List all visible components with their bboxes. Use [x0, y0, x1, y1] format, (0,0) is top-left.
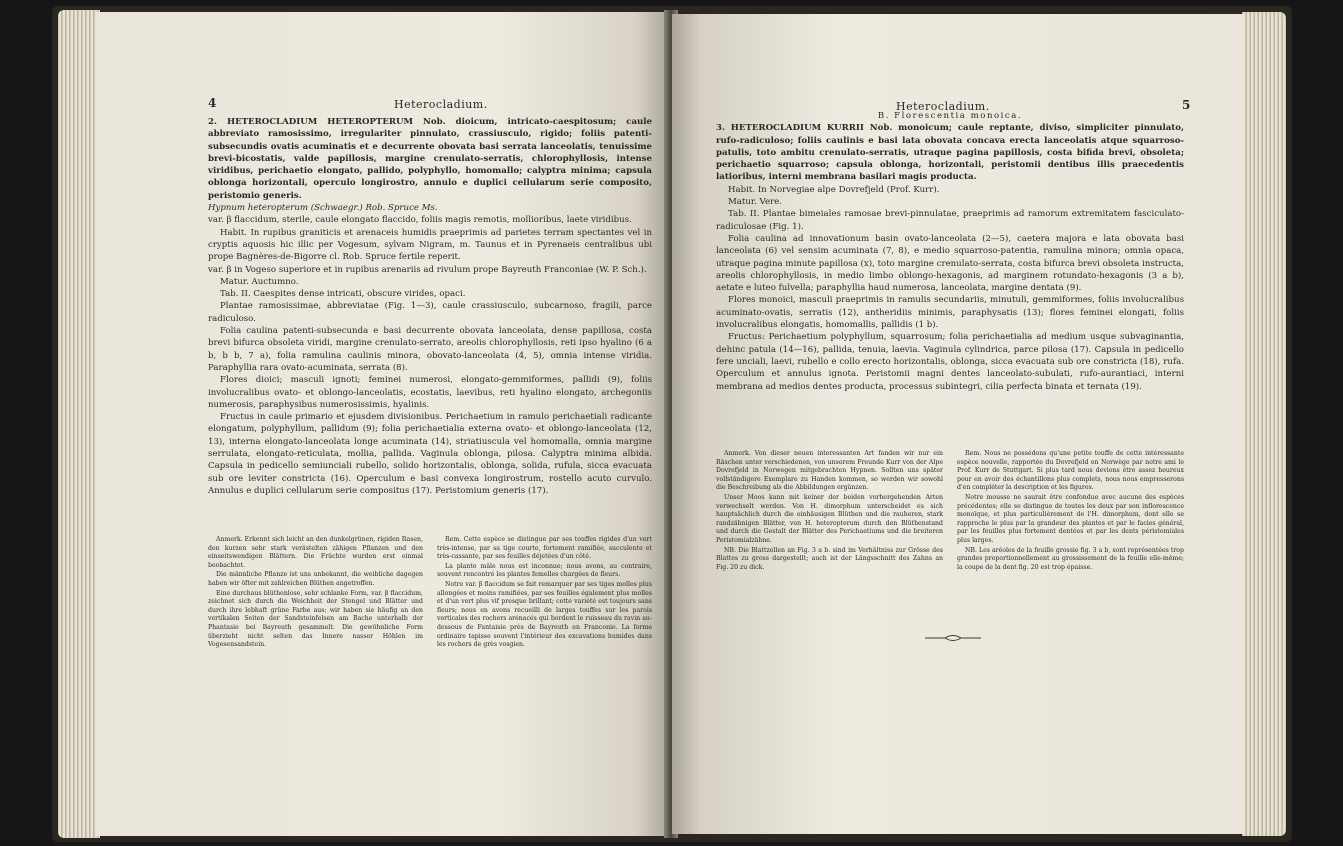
- left-page-edges: [58, 10, 100, 838]
- species-diagnosis-heteropterum: 2. HETEROCLADIUM HETEROPTERUM Nob. dioicum, intricato-caespitosum; caule abbreviato ramosissimo, irregulariter pinnulato, crassiusculo, rigido; foliis patenti-subsecundis ovatis acuminatis et e decurrente obovata basi serrata lanceolatis, tenuissime brevi-bicostatis, valde papillosis, margine crenulato-serratis, chlorophyllosis, intense viridibus, perichaetio elongato, pallido, polyphyllo, homomallo; calyptra minima; capsula oblonga horizontali, operculo longirostro, annulo e duplici cellularum serie composito, peristomio generis.: [208, 117, 652, 201]
- maturity: Matur. Vere.: [728, 197, 782, 208]
- left-notes: [208, 536, 652, 651]
- flores-description: Flores monoici, masculi praeprimis in ramulis secundariis, minutuli, gemmiformes, foliis involucralibus acuminato-ovatis, serratis (12), antheridiis minimis, paraphysatis (13); flores feminei elongati, foliis involucralibus elongatis, homomallis, pallidis (1 b).: [716, 295, 1184, 331]
- right-running-head: Heterocladium.: [896, 100, 990, 113]
- note-french: [957, 450, 1184, 573]
- folia-description: Folia caulina patenti-subsecunda e basi decurrente obovata lanceolata, dense papillosa, costa brevi bifurca obsoleta viridi, margine crenulato-serrato, areolis chlorophyllosis, reti ipso hyalino (6 a b, b b, 7 a), folia ramulina caulinis minora, obovato-lanceolata (4, 5), omnia intense viridia. Paraphyllia rara ovato-acuminata, serrata (8).: [208, 326, 652, 373]
- note-german: [716, 450, 943, 573]
- left-main-text: [208, 116, 652, 497]
- ornament-divider-icon: [925, 634, 981, 642]
- plate-reference: Tab. II. Plantae bimeiales ramosae brevi-pinnulatae, praeprimis ad ramorum extremitatem fasciculato-radiculosae (Fig. 1).: [716, 209, 1184, 232]
- habitat: Habit. In Norvegiae alpe Dovrefjeld (Prof. Kurr).: [728, 184, 940, 195]
- note-paragraph: Eine durchaus blüthenlose, sehr schlanke Form, var. β flaccidum, zeichnet sich durch die Weichheit der Stengel und Blätter und durch ihre lebhaft grüne Farbe aus; wir haben sie häufig an den vertikalen Seiten der Sandsteinfelsen am Bache unterhalb der Phantasie bei Bayreuth gesammelt. Die gewöhnliche Form überzieht nicht selten das Innere nasser Höhlen im Vogesensandstein.: [208, 589, 423, 649]
- note-paragraph: NB. Die Blattzellen an Fig. 3 a b. sind im Verhältniss zur Grösse des Blattes zu gross dargestellt; auch ist der Längsschnitt des Zahns an Fig. 20 zu dick.: [716, 546, 943, 571]
- right-page: [672, 14, 1244, 834]
- fructus-description: Fructus in caule primario et ejusdem divisionibus. Perichaetium in ramulo perichaetiali radicante elongatum, polyphyllum, pallidum (9); folia perichaetialia externa ovato- et oblongo-lanceolata (12, 13), interna elongato-lanceolata longe acuminata (14), striatiuscula vel homomalla, omnia margine serrulata, elongato-reticulata, mollia, pallida. Vaginula oblonga, pilosa. Calyptra minima albida. Capsula in pedicello semiunciali rubello, solido horizontalis, oblonga, solida, rufula, sicca evacuata sub ore leviter constricta (16). Operculum e basi convexa longirostrum, rostello acuto curvulo. Annulus e duplici cellularum serie compositus (17). Peristomium generis (17).: [208, 412, 652, 496]
- folia-description: Folia caulina ad innovationum basin ovato-lanceolata (2—5), caetera majora e lata obovata basi lanceolata (6) vel sensim acuminata (7, 8), e medio squarroso-patentia, ramulina minora; omnia opaca, utraque pagina minute papillosa (x), toto margine crenulato-serrata, costa bifurca brevi obsoleta instructa, areolis chlorophyllosis, in medio limbo oblongo-hexagonis, ad marginem rotundato-hexagonis (3 a b), aetate e luteo fulvella; paraphyllia haud numerosa, lanceolata, margine dentata (9).: [716, 233, 1184, 294]
- note-paragraph: Notre mousse ne saurait être confondue avec aucune des espèces précédentes; elle se distingue de toutes les deux par son inflorescence monoïque, et plus particulièrement de l'H. dimorphum, dont elle se rapproche le plus par la grandeur des plantes et par le facies général, par les feuilles plus fortement dentées et par les dents péristomiales plus larges.: [957, 493, 1184, 544]
- left-running-head: Heterocladium.: [394, 98, 488, 111]
- note-paragraph: La plante mâle nous est inconnue; nous avons, au contraire, souvent rencontré les plantes femelles chargées de fleurs.: [437, 562, 652, 579]
- variety-habitat: var. β in Vogeso superiore et in rupibus arenariis ad rivulum prope Bayreuth Franconiae (W. P. Sch.).: [208, 264, 647, 275]
- species-diagnosis-kurrii: 3. HETEROCLADIUM KURRII Nob. monoicum; caule reptante, diviso, simpliciter pinnulato, rufo-radiculoso; foliis caulinis e basi lata obovata concava erecta lanceolatis atque squarroso-patulis, toto ambitu crenulato-serratis, utraque pagina papillosis, costa bifida brevi, obsoleta; perichaetio squarroso; capsula oblonga, horizontali, peristomii dentibus illis praecedentis latioribus, interni membrana basilari magis producta.: [716, 123, 1184, 183]
- note-paragraph: Anmerk. Von dieser neuen interessanten Art fanden wir nur ein Räschen unter verschiedenen, von unserem Freunde Kurr von der Alpe Dovrefjeld in Norwegen mitgebrachten Hypnen. Sollten uns später vollständigere Exemplare zu Handen kommen, so werden wir sowohl die Beschreibung als die Abbildungen ergänzen.: [716, 450, 943, 492]
- note-paragraph: Rem. Cette espèce se distingue par ses touffes rigides d'un vert très-intense, par sa tige courte, fortement ramifiée, succulente et très-cassante, par ses feuilles déjetées d'un côté.: [437, 536, 652, 561]
- variety-flaccidum: var. β flaccidum, sterile, caule elongato flaccido, foliis magis remotis, mollioribus, laete viridibus.: [208, 215, 632, 226]
- synonym: Hypnum heteropterum (Schwaegr.) Rob. Spruce Ms.: [208, 203, 438, 214]
- note-german: [208, 536, 423, 651]
- note-paragraph: NB. Les aréoles de la feuille grossie fig. 3 a b, sont représentées trop grandes proportionnellement au grossissement de la feuille elle-même; la coupe de la dent fig. 20 est trop épaisse.: [957, 546, 1184, 571]
- maturity: Matur. Auctumno.: [220, 276, 299, 287]
- flores-description: Flores dioici; masculi ignoti; feminei numerosi, elongato-gemmiformes, pallidi (9), foliis involucralibus ovato- et oblongo-lanceolatis, ecostatis, laevibus, reti hyalino elongato, archegoniis numerosis, paraphysibus numerosissimis, hyalinis.: [208, 375, 652, 410]
- note-paragraph: Notre var. β flaccidum se fait remarquer par ses tiges molles plus allongées et moins ramifiées, par ses feuilles également plus molles et d'un vert plus vif presque brillant; cette variété est toujours sans fleurs; nous en avons recueilli de larges touffes sur les parois verticales des rochers arénacés qui bordent le ruisseau du ravin au-dessous de Fantaisie près de Bayreuth en Franconie. La forme ordinaire tapisse souvent l'intérieur des excavations humides dans les rochers de grès vosgien.: [437, 580, 652, 649]
- note-paragraph: Rem. Nous ne possédons qu'une petite touffe de cette intéressante espèce nouvelle, rapportée du Dovrefjeld en Norwège par notre ami le Prof. Kurr de Stuttgart. Si plus tard nous devions être assez heureux pour en avoir des échantillons plus complets, nous nous empresserons d'en compléter la description et les figures.: [957, 450, 1184, 492]
- note-paragraph: Unser Moos kann mit keiner der beiden vorhergehenden Arten verwechselt werden. Von H. dimorphum unterscheidet es sich hauptsächlich durch die einhäusigen Blüthen und die rauheren, stark randzähnigen Blätter, von H. heteropterum durch den Blüthenstand und durch die Gestalt der Blätter des Perichaetiums und die breiteren Peristomialzähne.: [716, 493, 943, 544]
- note-paragraph: Anmerk. Erkennt sich leicht an den dunkelgrünen, rigiden Rasen, den kurzen sehr stark verästelten zähigen Pflanzen und den einseitswendigen Blättern. Die Früchte wurden erst einmal beobachtet.: [208, 536, 423, 569]
- plate-reference: Tab. II. Caespites dense intricati, obscure virides, opaci.: [220, 289, 466, 300]
- left-page: [96, 12, 670, 836]
- plantae-description: Plantae ramosissimae, abbreviatae (Fig. 1—3), caule crassiusculo, subcarnoso, fragili, parce radiculoso.: [208, 301, 652, 324]
- right-notes: [716, 450, 1184, 573]
- section-heading: B. Florescentia monoica.: [877, 111, 1023, 121]
- fructus-description: Fructus: Perichaetium polyphyllum, squarrosum; folia perichaetialia ad medium usque subvaginantia, dehinc patula (14—16), pallida, tenuia, laevia. Vaginula cylindrica, parce pilosa (17). Capsula in pedicello fere unciali, laevi, rubello e collo erecto horizontalis, oblonga, sicca evacuata sub ore constricta (18), rufa. Operculum et annulus ignota. Peristomii magni dentes lanceolato-subulati, rufo-aurantiaci, interni membrana ad medios dentes producta, processus subintegri, cilia perfecta binata et ternata (19).: [716, 332, 1184, 392]
- right-page-number: 5: [1182, 98, 1191, 112]
- right-main-text: [716, 110, 1184, 393]
- left-page-number: 4: [208, 96, 217, 110]
- right-page-edges: [1242, 12, 1286, 836]
- note-french: [437, 536, 652, 651]
- habitat: Habit. In rupibus graniticis et arenaceis humidis praeprimis ad parietes terram spectantes vel in cryptis aquosis hic illic per Vogesum, sylvam Nigram, m. Taunus et in Pyrenaeis centralibus ubi prope Bagnères-de-Bigorre cl. Rob. Spruce fertile reperit.: [208, 227, 652, 263]
- note-paragraph: Die männliche Pflanze ist uns unbekannt, die weibliche dagegen haben wir öfter mit zahlreichen Blüthen angetroffen.: [208, 571, 423, 587]
